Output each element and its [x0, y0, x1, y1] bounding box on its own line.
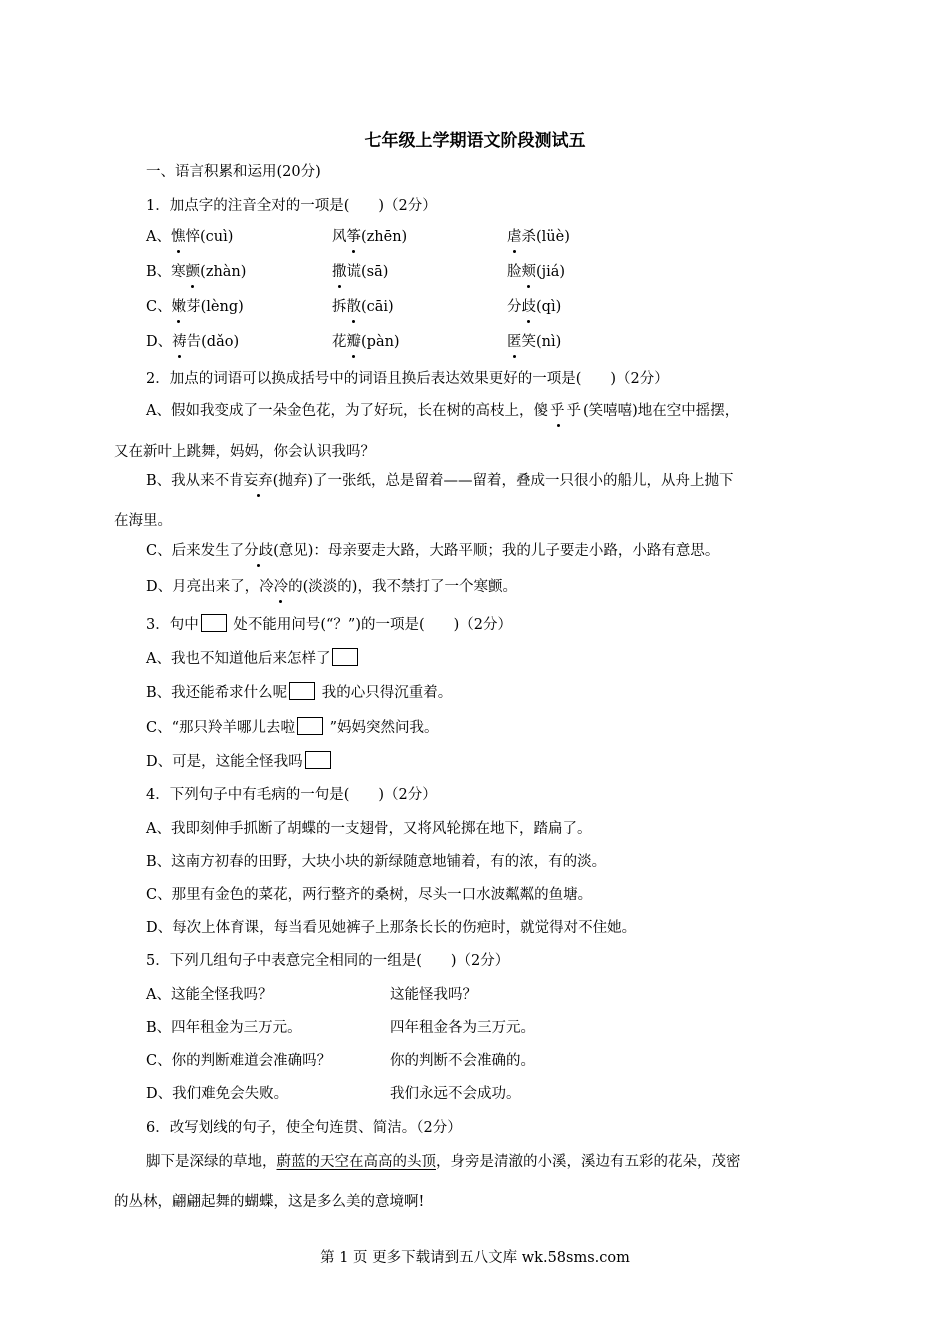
q1-option-a-col2: 风筝(zhēn): [332, 229, 408, 245]
q5-stem: 5．下列几组句子中表意完全相同的一组是( )（2分）: [146, 953, 510, 969]
page-title: 七年级上学期语文阶段测试五: [364, 131, 586, 151]
q5-option-b-right: 四年租金各为三万元。: [390, 1020, 535, 1036]
underlined-phrase: 蔚蓝的天空在高高的头顶: [276, 1154, 436, 1170]
q2-option-a: A、假如我变成了一朵金色花，为了好玩，长在树的高枝上，傻乎乎(笑嘻嘻)地在空中摇摆，: [146, 403, 740, 419]
q3-option-c: C、“那只羚羊哪儿去啦 ”妈妈突然问我。: [146, 717, 439, 738]
q5-option-a-left: A、这能全怪我吗？: [146, 987, 273, 1003]
blank-box: [289, 682, 315, 700]
q1-option-c-col2: 拆散(cāi): [332, 299, 394, 315]
blank-box: [305, 751, 331, 769]
q6-passage-line2: 的丛林，翩翩起舞的蝴蝶，这是多么美的意境啊!: [114, 1194, 425, 1210]
q5-option-d-right: 我们永远不会成功。: [390, 1086, 521, 1102]
page-footer: 第 1 页 更多下载请到五八文库 wk.58sms.com: [320, 1250, 630, 1266]
q4-option-d: D、每次上体育课，每当看见她裤子上那条长长的伤疤时，就觉得对不住她。: [146, 920, 637, 936]
q6-stem: 6．改写划线的句子，使全句连贯、简洁。（2分）: [146, 1120, 462, 1136]
section-heading: 一、语言积累和运用(20分): [146, 164, 321, 180]
q5-option-b-left: B、四年租金为三万元。: [146, 1020, 302, 1036]
q5-option-c-right: 你的判断不会准确的。: [390, 1053, 535, 1069]
q2-option-a-line2: 又在新叶上跳舞，妈妈，你会认识我吗？: [114, 444, 375, 460]
q2-option-b-line2: 在海里。: [114, 513, 172, 529]
q2-option-b: B、我从来不肯妄弃(抛弃)了一张纸，总是留着——留着，叠成一只很小的船儿，从舟上抛下: [146, 473, 734, 489]
q5-option-d-left: D、我们难免会失败。: [146, 1086, 289, 1102]
q1-option-a: A、憔悴(cuì): [146, 229, 234, 245]
q2-stem: 2．加点的词语可以换成括号中的词语且换后表达效果更好的一项是( )（2分）: [146, 371, 669, 387]
q2-option-c: C、后来发生了分歧(意见)：母亲要走大路，大路平顺；我的儿子要走小路，小路有意思。: [146, 543, 720, 559]
q3-stem: 3．句中 处不能用问号(“？”)的一项是( )（2分）: [146, 614, 512, 635]
q6-passage: 脚下是深绿的草地，蔚蓝的天空在高高的头顶，身旁是清澈的小溪，溪边有五彩的花朵，茂密: [146, 1154, 741, 1170]
q1-option-a-col3: 虐杀(lüè): [507, 229, 570, 245]
q1-option-b: B、寒颤(zhàn): [146, 264, 247, 280]
q1-option-d-col3: 匿笑(nì): [507, 334, 562, 350]
q4-option-a: A、我即刻伸手抓断了胡蝶的一支翅骨，又将风轮掷在地下，踏扁了。: [146, 821, 592, 837]
blank-box: [201, 614, 227, 632]
q1-option-d-col2: 花瓣(pàn): [332, 334, 400, 350]
q5-option-a-right: 这能怪我吗？: [390, 987, 477, 1003]
q1-option-c: C、嫩芽(lèng): [146, 299, 244, 315]
q3-option-a: A、我也不知道他后来怎样了: [146, 648, 360, 669]
q4-option-c: C、那里有金色的菜花，两行整齐的桑树，尽头一口水波粼粼的鱼塘。: [146, 887, 593, 903]
q1-option-d: D、祷告(dǎo): [146, 334, 240, 350]
q4-stem: 4．下列句子中有毛病的一句是( )（2分）: [146, 787, 437, 803]
q3-option-b: B、我还能希求什么呢 我的心只得沉重着。: [146, 682, 452, 703]
q1-option-c-col3: 分歧(qì): [507, 299, 562, 315]
q4-option-b: B、这南方初春的田野，大块小块的新绿随意地铺着，有的浓，有的淡。: [146, 854, 607, 870]
q5-option-c-left: C、你的判断难道会准确吗？: [146, 1053, 332, 1069]
q1-stem: 1．加点字的注音全对的一项是( )（2分）: [146, 198, 437, 214]
q3-option-d: D、可是，这能全怪我吗: [146, 751, 333, 772]
blank-box: [297, 717, 323, 735]
q1-option-b-col2: 撒谎(sā): [332, 264, 389, 280]
q1-option-b-col3: 脸颊(jiá): [507, 264, 566, 280]
q2-option-d: D、月亮出来了，冷冷的(淡淡的)，我不禁打了一个寒颤。: [146, 579, 517, 595]
blank-box: [332, 648, 358, 666]
